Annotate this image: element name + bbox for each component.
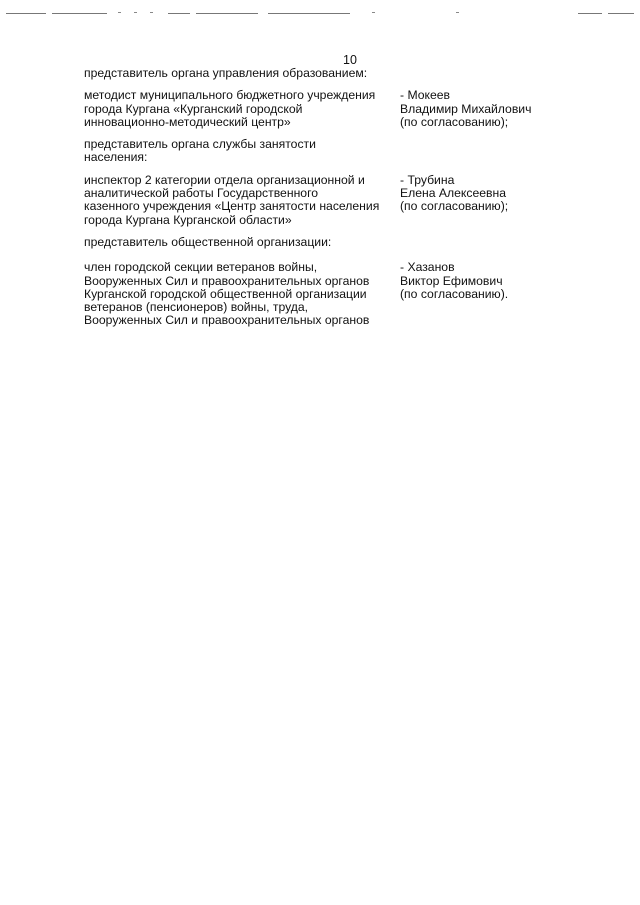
scan-artifact-dot [372, 12, 375, 13]
scan-artifact-line [52, 13, 107, 14]
member-entry [84, 174, 554, 227]
member-name: - Трубина Елена Алексеевна (по согласованию); [400, 172, 509, 214]
scan-artifact-line [196, 13, 258, 14]
member-position: методист муниципального бюджетного учреждения города Кургана «Курганский городской инновационно-методический центр» [84, 88, 376, 129]
scan-artifact-line [6, 13, 46, 14]
scan-artifact-line [578, 13, 602, 14]
member-name: - Мокеев Владимир Михайлович (по согласованию); [400, 88, 532, 129]
section-heading: представитель органа службы занятости населения: [84, 137, 316, 165]
page-number: 10 [343, 53, 357, 67]
commission-members-list [84, 67, 554, 328]
member-entry [84, 89, 554, 129]
member-name: - Хазанов Виктор Ефимович (по согласованию). [400, 260, 509, 301]
scan-artifact-line [608, 13, 634, 14]
scan-artifact-line [268, 13, 350, 14]
member-entry [84, 261, 554, 327]
scan-artifact-dot [118, 12, 121, 13]
scan-artifact-dot [456, 12, 459, 13]
section-heading: представитель органа управления образованием: [84, 66, 368, 80]
section-heading: представитель общественной организации: [84, 234, 332, 249]
scan-artifact-dot [134, 12, 137, 13]
scan-artifact-dot [150, 12, 153, 13]
member-position: инспектор 2 категории отдела организационной и аналитической работы Государственного казенного учреждения «Центр занятости населения города Кургана Курганской области» [84, 172, 380, 227]
member-position: член городской секции ветеранов войны, Вооруженных Сил и правоохранительных органов Курганской городской общественной организации ветеранов (пенсионеров) войны, труда, Вооруженных Сил и правоохранительных органов [84, 260, 370, 328]
scan-artifact-line [168, 13, 190, 14]
